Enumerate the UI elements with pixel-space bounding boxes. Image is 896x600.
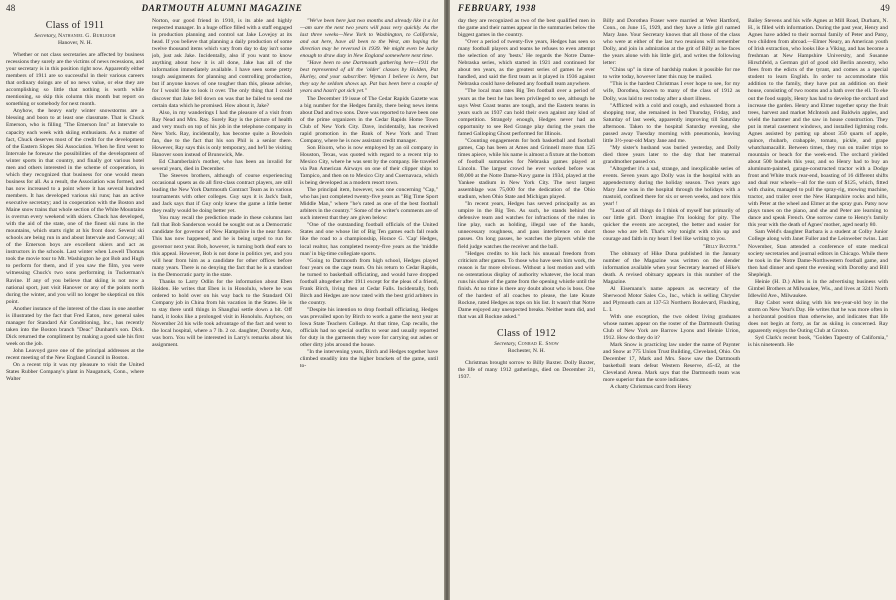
secretary-address: Rochester, N. H. — [507, 348, 546, 355]
article-paragraph: The December 19 issue of The Cedar Rapids Gazette was a big number for the Hedges family, there being news items about Dad and two sons. Dave was reported to have been one of the prime organizers in the Cedar Rapids Home Town Club of New York City. Dave, incidentally, has received rapid promotion in the Bank of New York and Trust Company, where he is now assistant credit manager. — [300, 95, 438, 144]
letter-signature: "Billy Baxter." — [703, 243, 740, 250]
class-1911-secretary — [6, 33, 144, 40]
article-paragraph: "Afflicted with a cold and cough, and exhausted from a shopping tour, she remained in bed Thursday, Friday, and Saturday of last week, apparently improving till Saturday afternoon. Taken to the hospital Saturday evening, she passed away Tuesday morning with pneumonia, leaving little 3½-year-old Mary Jane and me. — [603, 102, 740, 144]
article-paragraph: "Chins up" in time of hardship makes it possible for me to write today, however later this may be mailed. — [603, 67, 740, 81]
article-paragraph: Al Eisemann's name appears as secretary of the Sherwood Motor Sales Co., Inc., which is selling Chrysler and Plymouth cars at 137-53 Northern Boulevard, Flushing, L. I. — [603, 285, 740, 313]
left-page — [0, 0, 444, 600]
article-paragraph: "Least of all things do I think of myself but primarily of our little girl. Don't imagine I'm looking for pity. The quicker the events are accepted, the better and easier for those who are left. That's why tonight with chin up and courage and faith in my heart I feel like writing to you. — [603, 208, 740, 243]
article-paragraph: "Hedges credits to his luck his unusual freedom from criticism after games. To those who have seen him work, the reason is far more obvious. Without a lost motion and with no ostentatious display of authority whatever, the local man runs his share of the game from the opening whistle until the finish. At no time is there any doubt about who is boss. One of the hardest of all coaches to please, the late Knute Rockne, rated Hedges as tops on his list. It wasn't that Notre Dame enjoyed any unexpected breaks. Neither team did, and that was all Rockne asked." — [458, 250, 595, 320]
secretary-label: Secretary, — [34, 33, 57, 39]
article-paragraph: "My sister's husband was buried yesterday, and Dolly died three years later to the day that her maternal grandmother passed on. — [603, 144, 740, 165]
article-paragraph: A chatty Christmas card from Henry — [610, 384, 692, 391]
left-column-2 — [152, 18, 292, 596]
article-paragraph: The Steeves brothers, although of course experiencing occasional upsets as do all first-class contract players, are still leading the New York Dartmouth Contract Team as in various tournaments with other colleges. Guy says it is Jack's fault, and Jack says that if Guy only knew the game a little better they really would be doing better yet. — [152, 173, 292, 215]
article-paragraph: Sam Weld's daughter Barbara is a student at Colby Junior College along with Janet Fuller and the Leinweber twins. Last November, Stan attended a conference of state medical society secretaries and journal editors in Chicago. While there he took in the Notre Dame-Northwestern football game, and then had dinner and spent the evening with Dorothy and Bill Shepleigh. — [748, 229, 888, 278]
secretary-name: Nathaniel G. Burleigh — [58, 33, 116, 39]
secretary-address: Hanover, N. H. — [57, 40, 93, 46]
article-paragraph: Thanks to Larry Odlin for the information about Eben Holden. He writes that Eben is in Honolulu, where he was ordered to hold over on his way back to the Standard Oil Company job in China from his vacation in the States. He is to stay there until things in Shanghai settle down a bit. Off hand, it looks like a prolonged visit in Honolulu. Anyhow, on November 24 his wife took advantage of the fact and went to the local hospital, where a 7 lb. 2 oz. daughter, Dorothy Ann, was born. You will be interested in Larry's remarks about his assignment. — [152, 278, 292, 349]
left-column-3 — [300, 18, 438, 596]
article-paragraph: Syd Clark's recent book, "Golden Tapestry of California," is his nineteenth. He — [748, 335, 888, 349]
left-column-1 — [6, 18, 144, 596]
article-paragraph: day they are recognized as two of the best qualified men in the game and their names appear in the summaries below the biggest games in the country. — [458, 18, 595, 39]
article-paragraph: Norton, our good friend in 1910, is its able and highly respected manager. In a huge office filled with a staff engaged in production planning and control sat Jake Lovejoy at its head. If you believe that planning a daily production of some twelve thousand items which vary from day to day isn't some job, just ask Jake. Incidentally, also if you want to know anything about how it is all done, Jake has all of the information immediately available. I have seen some pretty tough assignments for planning and controlling production, but if anyone knows of one tougher than this, please advise, for I would like to look it over. The only thing that I could discover that Jake fell down on was that he failed to send me certain data which he promised. How about it, Jake? — [152, 18, 292, 109]
article-paragraph: You may recall the prediction made in these columns last fall that Bob Sanderson would be sought out as a Democratic candidate for governor of New Hampshire in the near future. This has now happened, and he is being urged to run for governor next year. Bob, however, is turning both deaf ears to this appeal. However, Bob is not done in politics yet, and you will hear from him as a candidate for other offices before many years. There is no denying the fact that he is a standout in the Democratic party in the state. — [152, 215, 292, 278]
article-paragraph: "Counting engagements for both basketball and football games, Cap has been at Ames and Grinnell more than 125 times apiece, while his name is almost a fixture at the bottom of football summaries for Nebraska games played at Lincoln. The largest crowd he ever worked before was 80,000 at the Notre Dame-Navy game in 1934, played at the Yankee stadium in New York City. The next largest assemblage was 75,000 for the dedication of the Ohio stadium, when Ohio State and Michigan played. — [458, 137, 595, 201]
quoted-letter-paragraph: "Have been to one Dartmouth gathering here—1911 the best represented of all the 'older' classes by Holden, Pat Hurley, and your subscriber. Wyman I believe is here, but they say he seldom shows up. Pat has been here a couple of years and hasn't got sick yet." — [300, 60, 438, 95]
right-page-header — [458, 3, 890, 15]
left-page-number: 48 — [6, 3, 16, 13]
class-1912-secretary — [458, 341, 595, 348]
article-paragraph: "Altogether it's a sad, strange, and inexplicable series of events. Seven years ago Dolly was in the hospital with an appendectomy during the holiday season. Two years ago Mary Jane was in the hospital through the holidays with a mastoid, confined there for six or seven weeks, and now this year! ! — [603, 165, 740, 208]
article-paragraph: The obituary of Hike Duna published in the January number of the Magazine was written on the slender information available when your Secretary learned of Hike's death. A revised obituary appears in this number of the Magazine. — [603, 250, 740, 285]
right-page-number: 49 — [880, 3, 890, 13]
article-paragraph: Ed Chamberlain's mother, who has been an invalid for several years, died in December. — [152, 158, 292, 172]
article-paragraph: Ray Cabot went skiing with his ten-year-old boy in the storm on New Year's Day. He writes that he was more often in a horizontal position than otherwise, and indicates that life does not begin at forty, as far as skiing is concerned. Ray apparently enjoys the Outing Club at Groton. — [748, 299, 888, 335]
article-paragraph: Anyhow, the heavy early winter snowstorms are a blessing and boon to at least one classmate. That is Chuck Emerson, who is filling "The Emerson Inn" at Intervale to capacity each week with skiing enthusiasts. As a matter of fact, Chuck deserves most of the credit for the development of the Eastern Slopes Ski Association. When he first went to Intervale he foresaw the possibilities of the development of winter sports in that country, and finally got various hotel men and others interested in the scheme of cooperation, in which they recognized that business for one would mean business for all. As a result, the Association was formed, and has now increased to a point where it has several hundred members. It has developed various ski runs; has an active executive secretary; and in cooperation with the Boston and Maine snow trains that whole section of the White Mountains is overrun every weekend with skiers. Chuck has developed, with the aid of the state, one of the finest ski runs in the mountains, which starts right at his front door. Several ski schools are being run in and about Intervale and Conway; all of the Emerson boys are excellent skiers and act as instructors in the schools. Last winter when Lowell Thomas took the movie tour to Mt. Washington he got Bob and Hugh to perform for them, and if you saw the film, you were witnessing Chuck's two sons performing in Tuckerman's Ravine. If any of you believe that skiing is not now a national sport, just visit Hanover or any of the points north during the winter, and you will no longer be skeptical on this point. — [6, 108, 144, 305]
article-paragraph: Christmas brought sorrow to Billy Baxter. Dolly Baxter, the life of many 1912 gatherings, died on December 21, 1937. — [458, 360, 595, 381]
article-paragraph: Billy and Dorothea Fraser were married at West Hartford, Conn., on June 15, 1929, and they have a little girl named Mary Jane. Your Secretary knows that all those of the class who were at either of the last two reunions will remember Dolly, and join in admiration at the grit of Billy as he faces the years alone with his little girl, and writes the following letter: — [603, 18, 740, 67]
secretary-name: Conrad E. Snow — [517, 341, 559, 348]
class-1912-heading: Class of 1912 — [497, 328, 556, 340]
article-paragraph: "This is the hardest Christmas I ever hope to see, for my wife, Dorothea, known to many of the class of 1912 as Dolly, was laid to rest today after a short illness. — [603, 81, 740, 102]
article-paragraph: Whether or not class secretaries are affected by business recessions they surely are the victims of news recessions, and your secretary is in this position right now. Apparently either members of 1911 are so successful in their various careers that ordinary doings are of no news value, or else they are accomplishing so little that nothing is worth while mentioning, so skip this column this month but report on something or somebody for next month. — [6, 52, 144, 108]
article-paragraph: Son Bixom, who is now employed by an oil company in Houston, Texas, was quoted with regard to a recent trip to Mexico City, where he was sent by the company. He traveled via Pan American Airways on one of their clipper ships to Tampico, and then on to Mexico City and Cuernavaca, which is being developed as a modern resort town. — [300, 144, 438, 187]
article-paragraph: "Despite his intention to drop football officiating, Hedges was prevailed upon by Birch to work a game the next year at Iowa State Teachers College. At that time, Cap recalls, the officials had no special outfits to wear and usually reported for duty in the garments they wore for carrying out ashes or other dirty jobs around the house. — [300, 306, 438, 349]
article-paragraph: "Over a period of twenty-five years, Hedges has seen so many football players and teams he refuses to even attempt the selection of any 'bests.' He regards the Notre Dame-Nebraska series, which started in 1921 and continued for about ten years, as the greatest series of games he ever handled, and said the first team as it played in 1936 against Nebraska could have defeated any football team anywhere. — [458, 39, 595, 88]
article-paragraph: On a recent trip it was my pleasure to visit the United States Rubber Company's plant in Naugatuck, Conn., where Walter — [6, 362, 144, 383]
class-1911-heading: Class of 1911 — [45, 20, 105, 31]
right-running-head: FEBRUARY, 1938 — [458, 3, 536, 13]
left-page-header — [6, 3, 438, 15]
article-paragraph: "In the intervening years, Birch and Hedges together have climbed steadily into the higher brackets of the game, until to- — [300, 349, 438, 370]
left-running-head: DARTMOUTH ALUMNI MAGAZINE — [141, 3, 303, 13]
article-paragraph: Also, in my wanderings I had the pleasure of a visit from Ray Nead and Mrs. Ray. Surely Ray is the picture of health and very much on top of his job in the telephone company in New York. Ray, incidentally, has become quite a Bowdoin fan, due to the fact that his son Phil is a senior there. However, Ray says this is only temporary, and he'll be visiting Hanover soon instead of Brunswick, Me. — [152, 109, 292, 158]
article-paragraph: Another instance of the interest of the class in one another is illustrated by the fact that Fred Eaton, now general sales manager for Standard Air Conditioning, Inc., has recently taken into the Boston branch "Deac" Dunham's son. Dick. Dick returned the compliment by making a good sale his first week on the job. — [6, 305, 144, 347]
article-paragraph: Mark Snow is practicing law under the name of Paynter and Snow at 775 Union Trust Building, Cleveland, Ohio. On December 17, Mark and Mrs. Snow saw the Dartmouth basketball team defeat Western Reserve, 45-42, at the Cleveland Arena. Mark says that the Dartmouth team was more superior than the score indicates. — [603, 342, 740, 384]
article-paragraph: "In recent years, Hedges has served principally as an umpire in the Big Ten. As such, he stands behind the defensive team and watches for infractions of the rules in line play, such as holding, illegal use of the hands, unnecessary roughness, and pass interference on short passes. On long passes, he watches the players while the field judge watches the receiver and the ball. — [458, 201, 595, 250]
article-paragraph: With one exception, the two oldest living graduates whose names appear on the roster of the Dartmouth Outing Club of New York are Barrow Lyons and Heinie Urion, 1912. How do they do it? — [603, 313, 740, 342]
right-column-2 — [603, 18, 740, 596]
article-paragraph: "Going to Dartmouth from high school, Hedges played four years on the cage team. On his return to Cedar Rapids, he turned to basketball officiating, and would have dropped football altogether after 1911 except for the pleas of a friend, Frank Birch, living then at Cedar Falls. Incidentally, both Birch and Hedges are now rated with the best grid arbiters in the country. — [300, 257, 438, 306]
article-paragraph: The principal item, however, was one concerning "Cap," who has just completed twenty-five years as "Big Time Sport Middle Man," where "he's rated as one of the best football arbiters in the country." Some of the writer's comments are of such interest that they are given below: — [300, 187, 438, 222]
article-paragraph: "The local man rates Big Ten football over a period of years as the best he has been privileged to see, although he says West Coast teams are tough, and the Eastern teams in years such as 1937 can hold their own against any kind of competition. Strangely enough, Hedges never had an opportunity to see Red Grange play during the years the famed Galloping Ghost performed for Illinois. — [458, 88, 595, 137]
quoted-letter-paragraph: "We've been here just two months and already like it a lot—am sure the next two years will pass very quickly. As the last three weeks—New York to Washington, to California, and out here, have all been to the West, am hoping the direction may be reversed in 1939. We might even be lucky enough to draw duty in New England somewhere next time. — [300, 18, 438, 60]
article-paragraph: "One of the outstanding football officials of the United States and one whose list of Big Ten games each fall reads like the road to a championship, Horace G. 'Cap' Hedges, local realtor, has completed twenty-five years as the 'middle man' in big-time collegiate sports. — [300, 222, 438, 257]
right-column-1 — [458, 18, 595, 596]
article-paragraph: Bailey Stevens and his wife Agnes at Mill Road, Durham, N. H., is filled with information. During the past year, Henry and Agnes have added to their normal family of Peter and Patsy, two children from abroad.—Elmer Neary, an American youth of Irish extraction, who looks like a Viking, and has become a freshman at New Hampshire University, and Susanne Hirschfeld, a German girl of good old Berlin ancestry, who flees from the edicts of the tyrant, and comes as a special student to learn English. In order to accommodate this addition to the family, they have put an addition on their house, consisting of two rooms and a bath over the ell. To eke out the food supply, Henry has had to develop the orchard and increase the garden. Henry and Elmer together spray the fruit trees, harvest and market McIntosh and Baldwin apples, and wield the hammer and the saw in house construction. They put in metal casement windows, and installed lightning rods. Agnes assisted by putting up about 350 quarts of apple, quince, rhubarb, crabapple, tomato, pickle, and grape whatchamacallit. Between times, they run on trailer trips to mountain or beach for the week-end. The orchard yielded about 500 bushels this year, and so Henry had to buy an aluminum-painted, garage-constructed tractor with a Dodge front and White truck rear-end, boasting of 16 different shifts and dual rear wheels—all for the sum of $125, which, fitted with chains, managed to pull the spray-rig, mowing machine, tractor, and trailer over the New Hampshire rocks and hills, with Peter at the wheel and Elmer at the spray gun. Patsy now plays tunes on the piano, and she and Peter are learning to dance and speak French. One sorrow came to Henry's family this year with the death of Agnes' mother, aged nearly 80. — [748, 18, 888, 229]
right-page — [450, 0, 896, 600]
article-paragraph: John Leavoyd gave one of the principal addresses at the recent meeting of the New England Council in Boston. — [6, 347, 144, 362]
right-column-3 — [748, 18, 888, 596]
article-paragraph: Heinie (H. D.) Allen is in the advertising business with Gimbel Brothers at Milwaukee, Wis., and lives at 3241 North Idlewild Ave., Milwaukee. — [748, 278, 888, 299]
secretary-label: Secretary, — [494, 341, 517, 348]
